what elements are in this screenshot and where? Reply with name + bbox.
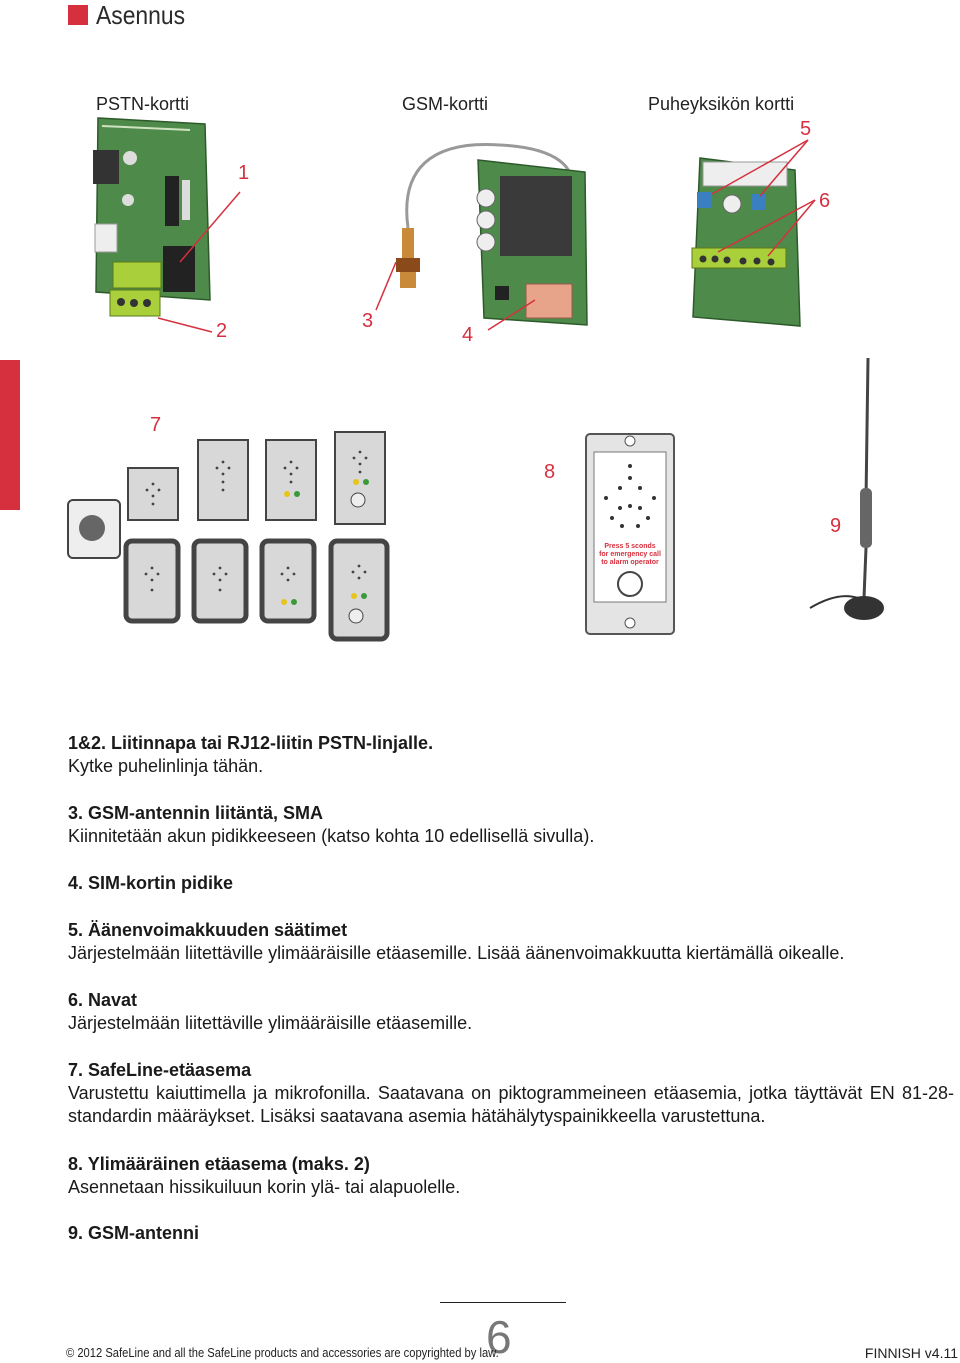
section-heading: 7. SafeLine-etäasema <box>68 1060 252 1080</box>
pstn-card-image <box>93 118 210 316</box>
section-body: Kiinnitetään akun pidikkeeseen (katso kohta 10 edellisellä sivulla). <box>68 826 595 846</box>
speech-unit-card-label: Puheyksikön kortti <box>648 94 795 114</box>
gsm-card-image <box>396 144 587 325</box>
section-heading: 8. Ylimääräinen etäasema (maks. 2) <box>68 1154 370 1174</box>
section-8 <box>68 1153 954 1199</box>
footer-rule <box>440 1302 566 1303</box>
section-1-2 <box>68 732 954 778</box>
section-heading: 3. GSM-antennin liitäntä, SMA <box>68 803 324 823</box>
remote-stations-image <box>68 432 387 639</box>
gsm-card-label: GSM-kortti <box>402 94 489 114</box>
pstn-card-label: PSTN-kortti <box>96 94 190 114</box>
section-6 <box>68 989 954 1035</box>
section-body: Kytke puhelinlinja tähän. <box>68 756 264 776</box>
callout-9: 9 <box>830 515 842 537</box>
callout-5: 5 <box>800 118 812 140</box>
page-number: 6 <box>486 1311 512 1363</box>
callout-1: 1 <box>238 162 250 184</box>
callout-3: 3 <box>362 310 374 332</box>
gsm-antenna-image <box>810 358 884 620</box>
callout-7: 7 <box>150 414 162 436</box>
page-title: Asennus <box>96 0 186 30</box>
language-version: FINNISH v4.11 <box>864 1345 958 1361</box>
copyright-notice: © 2012 SafeLine and all the SafeLine products and accessories are copyrighted by law. <box>66 1345 499 1360</box>
section-heading: 4. SIM-kortin pidike <box>68 873 234 893</box>
callout-2: 2 <box>216 320 228 342</box>
callout-6: 6 <box>819 190 831 212</box>
section-body: Järjestelmään liitettäville ylimääräisille etäasemille. Lisää äänenvoimakkuutta kiertämällä oikealle. <box>68 943 845 963</box>
callout-8: 8 <box>544 461 556 483</box>
section-heading: 9. GSM-antenni <box>68 1223 200 1243</box>
section-body: Varustettu kaiuttimella ja mikrofonilla. Saatavana on piktogrammeineen etäasemia, jotka täyttävät EN 81-28-standardin määräykset. Lisäksi saatavana asemia hätähälytyspainikkeella varustettuna. <box>68 1083 954 1126</box>
section-3 <box>68 802 954 848</box>
additional-station-image <box>586 434 674 634</box>
emergency-call-text: Press 5 sconds for emergency call to alarm operator <box>599 543 661 566</box>
section-heading: 5. Äänenvoimakkuuden säätimet <box>68 920 348 940</box>
section-body: Järjestelmään liitettäville ylimääräisille etäasemille. <box>68 1013 473 1033</box>
section-heading: 1&2. Liitinnapa tai RJ12-liitin PSTN-linjalle. <box>68 733 434 753</box>
speech-unit-card-image <box>692 158 800 326</box>
callout-4: 4 <box>462 324 474 346</box>
section-heading: 6. Navat <box>68 990 138 1010</box>
section-body: Asennetaan hissikuiluun korin ylä- tai alapuolelle. <box>68 1177 461 1197</box>
section-7 <box>68 1059 954 1128</box>
section-4 <box>68 872 954 895</box>
section-9 <box>68 1222 954 1245</box>
section-5 <box>68 919 954 965</box>
